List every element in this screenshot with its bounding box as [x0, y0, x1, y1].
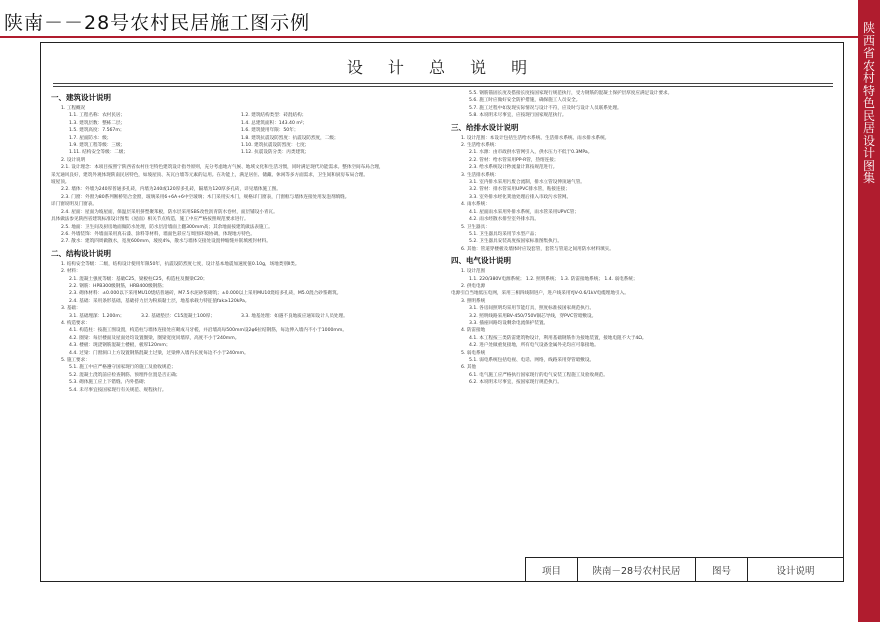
- text-line: 1. 设计范围：本设计包括生活给水系统、生活排水系统、雨水排水系统。: [461, 135, 610, 141]
- text-line: 4.2. 进户处做重复接地，所有电气设备金属外壳均应可靠接地。: [469, 343, 599, 349]
- text-line: 2.5. 地面：卫生间及厨房地面做防水处理，防水层沿墙面上翻300mm高；其余地面按建筑做法表施工。: [61, 224, 273, 230]
- architecture-notes: [51, 164, 439, 245]
- text-line: 3. 基础：: [61, 306, 81, 312]
- text-line: 4. 构造要求：: [61, 320, 90, 326]
- property-item: 1.12. 抗震设防分类：丙类建筑；: [241, 150, 310, 156]
- text-line: 4. 雨水系统：: [461, 202, 490, 208]
- text-line: 2.2. 墙体：外墙为240厚普通多孔砖，内墙为240或120厚多孔砖，隔墙为120厚多孔砖，详见墙体施工图。: [61, 187, 281, 193]
- text-line: 3.2. 管材：排水管采用UPVC排水管，粘接连接；: [469, 187, 570, 193]
- text-line: 2. 供电电源: [461, 283, 486, 289]
- text-line: 4.2. 雨水经散水排至室外排水沟。: [469, 217, 539, 223]
- foundation-items: [51, 313, 439, 320]
- section-heading: 二、结构设计说明: [51, 248, 111, 258]
- text-line: 1. 结构安全等级：二级，结构设计使用年限50年，抗震设防烈度七度，设计基本地震加速度值0.10g，场地类别Ⅱ类。: [61, 261, 300, 267]
- property-item: 1.2. 建筑结构类型：砖混结构；: [241, 113, 307, 119]
- property-item: 1.1. 工程名称：农村民居；: [69, 113, 126, 119]
- document-title: 设 计 总 说 明: [346, 58, 538, 77]
- text-line: 5.2. 卫生器具安装高度按国家标准图集执行。: [469, 239, 562, 245]
- text-line: 4.1. 构造柱：按施工图设置，构造柱与墙体连接处应砌成马牙槎，并沿墙高每500mm设2φ6拉结钢筋，每边伸入墙内不小于1000mm。: [69, 328, 347, 334]
- text-line: 4.1. 屋面雨水采用外排水系统，雨水管采用UPVC管；: [469, 209, 579, 215]
- title-block-project: 陕南－28号农村民居: [578, 558, 696, 581]
- structure-notes-continued: [451, 90, 831, 120]
- text-line: 5.8. 本说明未尽事宜，应按现行国家规范执行。: [469, 113, 567, 119]
- text-line: 5.1. 卫生器具均采用节水型产品；: [469, 231, 539, 237]
- text-line: 2.3. 给水系统设计秒流量计算按规范进行。: [469, 165, 558, 171]
- section-heading: 一、建筑设计说明: [51, 93, 111, 102]
- text-line: 2.6. 外墙装饰：外墙面采用真石漆、涂料等材料，墙面色彩应与周围环境协调，体现地方特色。: [61, 231, 255, 237]
- text-line: 3.1. 各房间照明均采用节能灯具，照度标准按国家规范执行。: [469, 306, 595, 312]
- text-line: 6.2. 本说明未尽事宜，按国家现行规范执行。: [469, 380, 562, 386]
- text-line: 3.2. 照明线路采用BV-450/750V铜芯导线，穿PVC管暗敷设。: [469, 313, 597, 319]
- subsection-heading: 1. 工程概况: [61, 106, 86, 111]
- text-line: 3. 生活排水系统：: [461, 172, 500, 178]
- text-line: 3.2. 基础垫层：C15混凝土100厚；: [141, 313, 215, 319]
- text-line: 3.3. 地基处理：如遇不良地质应通知设计人员处理。: [241, 313, 348, 319]
- right-column: [451, 90, 831, 387]
- text-line: 2.1. 混凝土强度等级：基础C25，梁板柱C25，构造柱及圈梁C20；: [69, 276, 208, 282]
- text-line: 4.4. 过梁：门窗洞口上方设置钢筋混凝土过梁，过梁伸入墙内长度每边不小于240mm。: [69, 350, 249, 356]
- text-line: 5.3. 砌体施工应上下错缝、内外搭砌；: [69, 380, 149, 386]
- property-item: 1.11. 结构安全等级：二级；: [69, 150, 129, 156]
- text-line: 2. 生活给水系统：: [461, 143, 500, 149]
- text-line: 5.4. 未尽事宜按国家现行有关规范、规程执行。: [69, 387, 167, 393]
- electrical-notes: [451, 268, 831, 387]
- text-line: 4.3. 楼板：现浇钢筋混凝土楼板，板厚120mm；: [69, 343, 171, 349]
- text-line: 5. 卫生器具：: [461, 224, 490, 230]
- text-line: 5.1. 弱电系统包括电视、电话、网络，线路采用穿管暗敷设。: [469, 358, 595, 363]
- text-line: 3. 照明系统: [461, 298, 486, 304]
- text-line: 5. 弱电系统: [461, 350, 486, 356]
- text-line: 5. 施工要求：: [61, 358, 90, 363]
- title-rule: [53, 86, 833, 87]
- text-line: 2.7. 散水：建筑四周做散水，宽度600mm，坡度4%，散水与墙体交接处设置伸缩缝并嵌填密封材料。: [61, 239, 271, 245]
- text-line: 4.1. 本工程按三类防雷建筑物设计，利用基础钢筋作为接地装置，接地电阻不大于4Ω。: [469, 335, 647, 341]
- property-item: 1.7. 屋面防水：级；: [69, 135, 112, 141]
- drawing-sheet: [40, 42, 844, 582]
- text-line: 坡屋顶。: [51, 180, 70, 186]
- text-line: 6.1. 电气施工应严格执行国家现行的电气安装工程施工及验收规范。: [469, 372, 608, 378]
- page-header: [0, 0, 880, 38]
- title-block-label-project: 项目: [526, 558, 578, 581]
- title-block-drawing: 设计说明: [776, 565, 815, 577]
- text-line: 5.2. 混凝土浇筑前应检查钢筋、预埋件位置是否正确；: [69, 372, 181, 378]
- property-item: 1.10. 建筑抗震设防烈度：七度；: [241, 143, 310, 149]
- text-line: 6. 其他：管道穿楼板及墙体时应设套管，套管与管道之间用防水材料填实。: [461, 246, 614, 252]
- title-rule: [53, 83, 833, 84]
- text-line: 5.6. 施工时应做好安全防护措施，确保施工人员安全。: [469, 98, 581, 104]
- text-line: 详门窗说明及门窗表。: [51, 202, 97, 208]
- text-line: 具体做法参见陕西省建筑标准设计图集《屋面》相关节点构造，施工中应严格按照规范要求进行。: [51, 217, 249, 223]
- text-line: 2.1. 设计理念：本项目按照宁陕西省农村住宅特色建筑设计指导原则，充分考虑地方气候、地域文化和生活习惯，同时满足现代功能需求。整体空间布局合理，: [61, 165, 384, 171]
- text-line: 3.3. 室外排水经化粪池处理后排入市政污水管网。: [469, 194, 572, 200]
- text-line: 5.1. 施工中应严格遵守国家现行的施工及验收规范；: [69, 365, 176, 371]
- text-line: 2.3. 砌体材料：±0.000以下采用MU10烧结普通砖，M7.5水泥砂浆砌筑；±0.000以上采用MU10烧结多孔砖，M5.0混合砂浆砌筑。: [69, 291, 342, 297]
- text-line: 2.3. 门窗：外窗为80系列断桥铝合金窗，玻璃采用6+6A+6中空玻璃；木门采用实木门，规格详门窗表，门窗框与墙体连接处用发泡剂填缝。: [61, 194, 350, 200]
- structure-notes: [51, 261, 439, 394]
- side-tab-text: 陕西省农村特色民居设计图集: [862, 21, 875, 185]
- text-line: 3.1. 基础埋深：1.200m；: [69, 313, 125, 319]
- text-line: 电源引自当地低压电网，采用三相四线制进户，进户线采用YJV-0.6/1kV电缆埋地引入。: [451, 291, 629, 297]
- header-rule: [0, 36, 858, 38]
- plumbing-notes: [451, 135, 831, 254]
- text-line: 2. 材料：: [61, 269, 81, 275]
- text-line: 2.4. 屋面：屋面为坡屋面，保温层采用挤塑聚苯板，防水层采用SBS改性沥青防水卷材，面层铺设小青瓦。: [61, 209, 278, 215]
- subsection-heading: 2. 设计说明: [61, 157, 86, 163]
- text-line: 2.2. 管材：给水管采用PP-R管，热熔连接；: [469, 157, 559, 163]
- text-line: 4. 防雷接地: [461, 328, 486, 334]
- text-line: 2.1. 水源：由市政供水管网引入，供水压力不低于0.3MPa。: [469, 150, 593, 156]
- text-line: 4.2. 圈梁：每层楼面及屋面处均设置圈梁，圈梁宽度同墙厚，高度不小于240mm。: [69, 335, 240, 341]
- section-heading: 四、电气设计说明: [451, 256, 511, 266]
- text-line: 2.4. 基础：采用条形基础，基础持力层为粉质黏土层，地基承载力特征值fak≥120kPa。: [69, 298, 250, 304]
- text-line: 3.3. 插座回路均设剩余电流保护装置。: [469, 320, 549, 326]
- left-column: [51, 90, 439, 394]
- text-line: 1. 设计范围: [461, 269, 486, 275]
- text-line: 5.5. 钢筋锚固长度及搭接长度按国家现行规范执行，受力钢筋的混凝土保护层厚度应满足设计要求。: [469, 91, 673, 96]
- text-line: 1.1. 220/380V电源系统； 1.2. 照明系统； 1.3. 防雷接地系统； 1.4. 弱电系统；: [469, 276, 638, 282]
- section-heading: 三、给排水设计说明: [451, 122, 519, 132]
- text-line: 3.1. 室内排水采用污废合流制，排水立管设伸顶通气管。: [469, 180, 585, 186]
- property-item: 1.5. 建筑高度：7.567m；: [69, 128, 125, 134]
- project-properties: [51, 112, 439, 156]
- property-item: 1.4. 总建筑面积：143.40 m²；: [241, 120, 308, 126]
- text-line: 6. 其他: [461, 365, 477, 371]
- text-line: 5.7. 施工过程中如发现实际情况与设计不符，应及时与设计人员联系处理。: [469, 105, 622, 111]
- title-block-label-drawing: 图号: [696, 558, 748, 581]
- side-tab: [858, 0, 880, 622]
- property-item: 1.6. 建筑使用年限：50年；: [241, 128, 299, 134]
- property-item: 1.9. 建筑工程等级：三级；: [69, 143, 126, 149]
- property-item: 1.3. 建筑层数：整栋二层；: [69, 120, 126, 126]
- property-item: 1.8. 建筑抗震设防烈度：抗震设防烈度，二级；: [241, 135, 339, 141]
- page-title: 陕南－－28号农村民居施工图示例: [4, 12, 311, 34]
- title-block: [525, 557, 843, 581]
- text-line: 2.2. 钢筋：HPB300级钢筋，HRB400级钢筋；: [69, 283, 167, 289]
- text-line: 采光通风良好，建筑外观体现陕南民居特色，如坡屋顶、灰瓦白墙等元素的运用。在功能上，满足居住、储藏、休闲等多方面需求，卫生间和厨房布局合理。: [51, 172, 368, 178]
